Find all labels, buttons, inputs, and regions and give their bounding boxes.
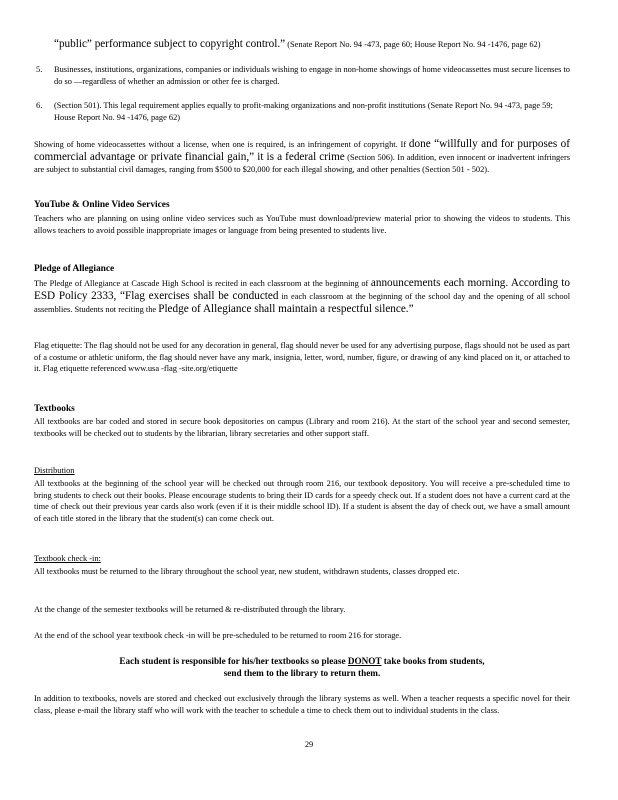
list-item-text: (Senate Report No. 94 -473, page 60; House Report No. 94 -1476, page 62) xyxy=(287,40,541,49)
textbooks-heading: Textbooks xyxy=(34,404,75,414)
checkin-heading: Textbook check -in: xyxy=(34,554,101,563)
responsibility-notice xyxy=(34,655,570,679)
youtube-body: Teachers who are planning on using online video services such as YouTube must download/preview material prior to showing the videos to students. This allows teachers to avoid possible inappropriate images or language from being presented to students live. xyxy=(34,214,570,235)
pledge-line3: classroom at the beginning of the school day and the opening of all school assemblies. Students not reciting the xyxy=(34,292,571,314)
pledge-line4-big: Pledge of Allegiance shall maintain a respectful silence.” xyxy=(158,303,414,315)
pledge-line2-big: announcements each morning. According to ESD Policy 2333, “Flag exercises shall be conducted xyxy=(34,277,571,302)
textbooks-body: All textbooks are bar coded and stored in secure book depositories on campus (Library and room 216). At the start of the school year and second semester, textbooks will be checked out to students by the librarian, library secretaries and other support staff. xyxy=(34,417,570,438)
notice-part2: take books from students, xyxy=(383,656,485,666)
youtube-heading: YouTube & Online Video Services xyxy=(34,200,170,210)
showing-line1: Showing of home videocassettes without a license, when one is required, is an infringement of copyright. If xyxy=(34,140,407,149)
flag-etiquette-body: Flag etiquette: The flag should not be used for any decoration in general, flag should never be used for any advertising purpose, flags should not be used as part of a costume or athletic uniform, the flag should never have any mark, insignia, letter, word, number, figure, or drawing of any kind placed on it, or attached to it. Flag etiquette referenced www.usa -flag -site.org/etiquette xyxy=(34,341,570,373)
showing-rest: (Section 506). In addition, even innocent or inadvertent infringers are subject to substantial civil damages, ranging from $500 to $20,000 for each illegal showing, and other penalties (Section 501 - 502). xyxy=(34,153,570,174)
notice-line2: send them to the library to return them. xyxy=(223,668,381,678)
pledge-line1: The Pledge of Allegiance at Cascade High School is recited in each classroom at the beginning of xyxy=(34,279,369,288)
pledge-heading: Pledge of Allegiance xyxy=(34,264,115,274)
list-item-5 xyxy=(36,64,570,87)
list-item-text-big: “public” performance subject to copyright control.” xyxy=(54,38,286,50)
pledge-line2-small: in each xyxy=(281,292,307,301)
notice-part1: Each student is responsible for his/her textbooks so please xyxy=(119,656,346,666)
paragraph-showing xyxy=(34,138,570,176)
semester-change-text: At the change of the semester textbooks will be returned & re-distributed through the library. xyxy=(34,605,346,614)
end-of-year-text: At the end of the school year textbook check -in will be pre-scheduled to be returned to room 216 for storage. xyxy=(34,631,402,640)
novels-text: In addition to textbooks, novels are stored and checked out exclusively through the library systems as well. When a teacher requests a specific novel for their class, please e-mail the library staff who will work with the teacher to schedule a time to check them out to individual students in the class. xyxy=(34,694,570,715)
list-item-number: 5. xyxy=(36,65,43,74)
list-item-number: 6. xyxy=(36,101,43,110)
pledge-body xyxy=(34,277,570,316)
distribution-heading: Distribution xyxy=(34,466,75,475)
list-item-text: (Section 501). This legal requirement applies equally to profit-making organizations and non-profit institutions (Senate Report No. 94 -473, page 59; House Report No. 94 -1476, page 62) xyxy=(54,101,553,122)
showing-line2: done “willfully and for purposes of commercial advantage or private financial gain,” it is a federal crime xyxy=(34,138,570,163)
page-number: 29 xyxy=(304,740,314,749)
list-item-text: Businesses, institutions, organizations, companies or individuals wishing to engage in non-home showings of home videocassettes must secure licenses to do so —regardless of whether an admission or other fee is charged. xyxy=(54,65,570,86)
checkin-body: All textbooks must be returned to the library throughout the school year, new student, withdrawn students, classes dropped etc. xyxy=(34,567,460,576)
list-item-6 xyxy=(36,100,570,123)
notice-donot: DONOT xyxy=(347,656,382,666)
distribution-body: All textbooks at the beginning of the school year will be checked out through room 216, our textbook depository. You will receive a pre-scheduled time to bring students to check out their books. Please encourage students to bring their ID cards for a speedy check out. If a student does not have a current card at the time of check out their previous year cards also work (even if it is their middle school ID). If a student is absent the day of check out, we have a small amount of each title stored in the library that the student(s) can come check out. xyxy=(34,479,570,523)
list-item-continuation xyxy=(54,38,570,51)
